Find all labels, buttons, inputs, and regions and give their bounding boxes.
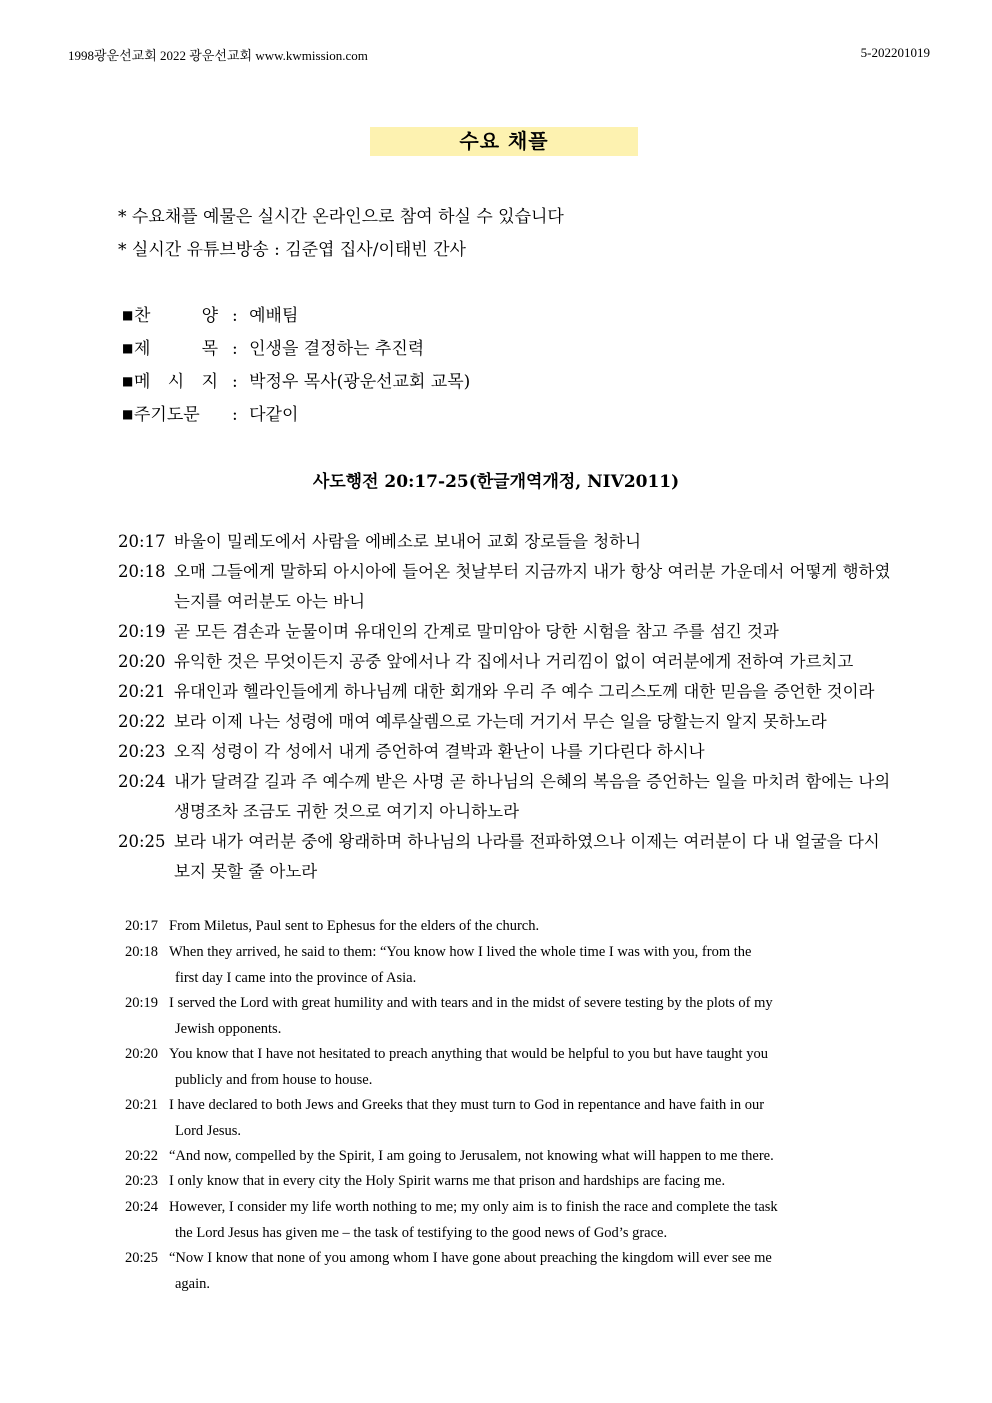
verse-ref: 20:19: [125, 995, 159, 1011]
info-separator: :: [232, 405, 238, 425]
verse-line: [125, 1169, 885, 1195]
verse-ref: 20:17: [118, 532, 166, 551]
verse-text-continued: 보지 못할 줄 아노라: [174, 862, 318, 881]
verse-line: [118, 767, 903, 797]
verse-line: [118, 707, 903, 737]
verse-ref: 20:21: [125, 1097, 159, 1113]
verse-ref: 20:22: [118, 712, 166, 731]
verse-text: “And now, compelled by the Spirit, I am going to Jerusalem, not knowing what will happen to me there.: [169, 1148, 774, 1164]
verse-text: You know that I have not hesitated to preach anything that would be helpful to you but have taught you: [169, 1046, 768, 1062]
info-value: 박정우 목사(광운선교회 교목): [243, 372, 471, 392]
verse-ref: 20:18: [118, 562, 166, 581]
verse-text-continued: Lord Jesus.: [175, 1122, 242, 1139]
verse-text: 보라 내가 여러분 중에 왕래하며 하나님의 나라를 전파하였으나 이제는 여러분이 다 내 얼굴을 다시: [174, 832, 880, 851]
verse-text: 오직 성령이 각 성에서 내게 증언하여 결박과 환난이 나를 기다린다 하시나: [174, 742, 705, 761]
verse-ref: 20:18: [125, 944, 159, 960]
verse-ref: 20:25: [118, 832, 166, 851]
info-label: [134, 334, 232, 359]
verse-ref: 20:22: [125, 1148, 159, 1164]
square-bullet-icon: ■: [122, 374, 134, 388]
verse-line: [125, 1093, 885, 1119]
verse-line: [118, 647, 903, 677]
verse-line: [118, 737, 903, 767]
notice-broadcast: * 실시간 유튜브방송 : 김준엽 집사/이태빈 간사: [118, 240, 466, 260]
info-separator: :: [232, 306, 238, 326]
verse-text-continued: again.: [175, 1275, 211, 1292]
verse-text: I served the Lord with great humility and with tears and in the midst of severe testing by the plots of my: [169, 995, 773, 1011]
verse-line: [125, 1144, 885, 1170]
info-label-char: 제: [134, 339, 151, 359]
verse-ref: 20:23: [118, 742, 166, 761]
verse-line: [125, 1042, 885, 1068]
info-row: [122, 301, 298, 326]
verse-text-continued: publicly and from house to house.: [175, 1071, 373, 1088]
verse-ref: 20:24: [125, 1199, 159, 1215]
verse-ref: 20:24: [118, 772, 166, 791]
verse-text: 내가 달려갈 길과 주 예수께 받은 사명 곧 하나님의 은혜의 복음을 증언하는 일을 마치려 함에는 나의: [174, 772, 891, 791]
info-row: [122, 334, 424, 359]
square-bullet-icon: ■: [122, 308, 134, 322]
verse-ref: 20:17: [125, 918, 159, 934]
verse-ref: 20:25: [125, 1250, 159, 1266]
verse-text: 보라 이제 나는 성령에 매여 예루살렘으로 가는데 거기서 무슨 일을 당할는지 알지 못하노라: [174, 712, 827, 731]
info-separator: :: [232, 339, 238, 359]
verse-text-continued: first day I came into the province of Asia.: [175, 969, 417, 986]
english-verse: [125, 1195, 885, 1246]
info-label-char: 양: [201, 306, 218, 326]
verse-line: [125, 940, 885, 966]
page-title: 수요 채플: [370, 127, 638, 156]
info-value: 다같이: [243, 405, 299, 425]
english-verse: [125, 1093, 885, 1144]
korean-verse: [118, 707, 903, 737]
verse-line: [125, 914, 885, 940]
notice-offering: * 수요채플 예물은 실시간 온라인으로 참여 하실 수 있습니다: [118, 207, 564, 227]
korean-verse: [118, 647, 903, 677]
square-bullet-icon: ■: [122, 407, 134, 421]
verse-text: I only know that in every city the Holy Spirit warns me that prison and hardships are facing me.: [169, 1173, 726, 1189]
verse-line: [118, 527, 903, 557]
info-label-char: 목: [201, 339, 218, 359]
verse-text-continued: Jewish opponents.: [175, 1020, 282, 1037]
info-label: [134, 301, 232, 326]
header-right: 5-202201019: [860, 45, 930, 60]
info-label: [134, 367, 232, 392]
info-label-char: 메: [134, 372, 151, 392]
info-label-char: 지: [201, 372, 218, 392]
verse-text: I have declared to both Jews and Greeks that they must turn to God in repentance and have faith in our: [169, 1097, 765, 1113]
verse-text: However, I consider my life worth nothing to me; my only aim is to finish the race and complete the task: [169, 1199, 778, 1215]
verse-line: [118, 617, 903, 647]
verse-line: [118, 557, 903, 587]
verse-text: From Miletus, Paul sent to Ephesus for the elders of the church.: [169, 918, 540, 934]
korean-verse: [118, 737, 903, 767]
verse-text: 유대인과 헬라인들에게 하나님께 대한 회개와 우리 주 예수 그리스도께 대한 믿음을 증언한 것이라: [174, 682, 875, 701]
verse-text-continued: 는지를 여러분도 아는 바니: [174, 592, 366, 611]
verse-text: “Now I know that none of you among whom I have gone about preaching the kingdom will ever see me: [169, 1250, 772, 1266]
verse-line: [125, 1246, 885, 1272]
square-bullet-icon: ■: [122, 341, 134, 355]
verse-text-continued: 생명조차 조금도 귀한 것으로 여기지 아니하노라: [174, 802, 520, 821]
english-verse: [125, 1246, 885, 1297]
english-verse: [125, 991, 885, 1042]
verse-ref: 20:20: [125, 1046, 159, 1062]
info-row: [122, 400, 298, 425]
info-value: 인생을 결정하는 추진력: [243, 339, 425, 359]
verse-line: [118, 677, 903, 707]
english-verse: [125, 1144, 885, 1170]
english-verse: [125, 914, 885, 940]
korean-verse: [118, 827, 903, 887]
verse-line: [125, 1195, 885, 1221]
korean-verse: [118, 767, 903, 827]
info-label-char: 주기도문: [134, 405, 200, 425]
korean-verse: [118, 527, 903, 557]
korean-verse: [118, 617, 903, 647]
verse-text: 바울이 밀레도에서 사람을 에베소로 보내어 교회 장로들을 청하니: [174, 532, 642, 551]
verse-text: When they arrived, he said to them: “You know how I lived the whole time I was with you, from the: [169, 944, 752, 960]
passage-title: 사도행전 20:17-25(한글개역개정, NIV2011): [312, 472, 680, 492]
english-verse: [125, 1169, 885, 1195]
verse-text-continued: the Lord Jesus has given me – the task of testifying to the good news of God’s grace.: [175, 1224, 668, 1241]
info-label: [134, 400, 232, 425]
verse-line: [118, 827, 903, 857]
info-separator: :: [232, 372, 238, 392]
info-label-char: 시: [167, 372, 185, 392]
info-label-char: 찬: [134, 306, 151, 326]
english-verse: [125, 940, 885, 991]
info-value: 예배팀: [243, 306, 299, 326]
info-row: [122, 367, 470, 392]
verse-ref: 20:21: [118, 682, 166, 701]
verse-ref: 20:20: [118, 652, 166, 671]
header-left: 1998광운선교회 2022 광운선교회 www.kwmission.com: [68, 48, 368, 63]
verse-ref: 20:19: [118, 622, 166, 641]
verse-line: [125, 991, 885, 1017]
korean-verse: [118, 557, 903, 617]
english-verse: [125, 1042, 885, 1093]
verse-ref: 20:23: [125, 1173, 159, 1189]
verse-text: 곧 모든 겸손과 눈물이며 유대인의 간계로 말미암아 당한 시험을 참고 주를 섬긴 것과: [174, 622, 779, 641]
verse-text: 유익한 것은 무엇이든지 공중 앞에서나 각 집에서나 거리낌이 없이 여러분에게 전하여 가르치고: [174, 652, 854, 671]
korean-verse: [118, 677, 903, 707]
verse-text: 오매 그들에게 말하되 아시아에 들어온 첫날부터 지금까지 내가 항상 여러분 가운데서 어떻게 행하였: [174, 562, 891, 581]
